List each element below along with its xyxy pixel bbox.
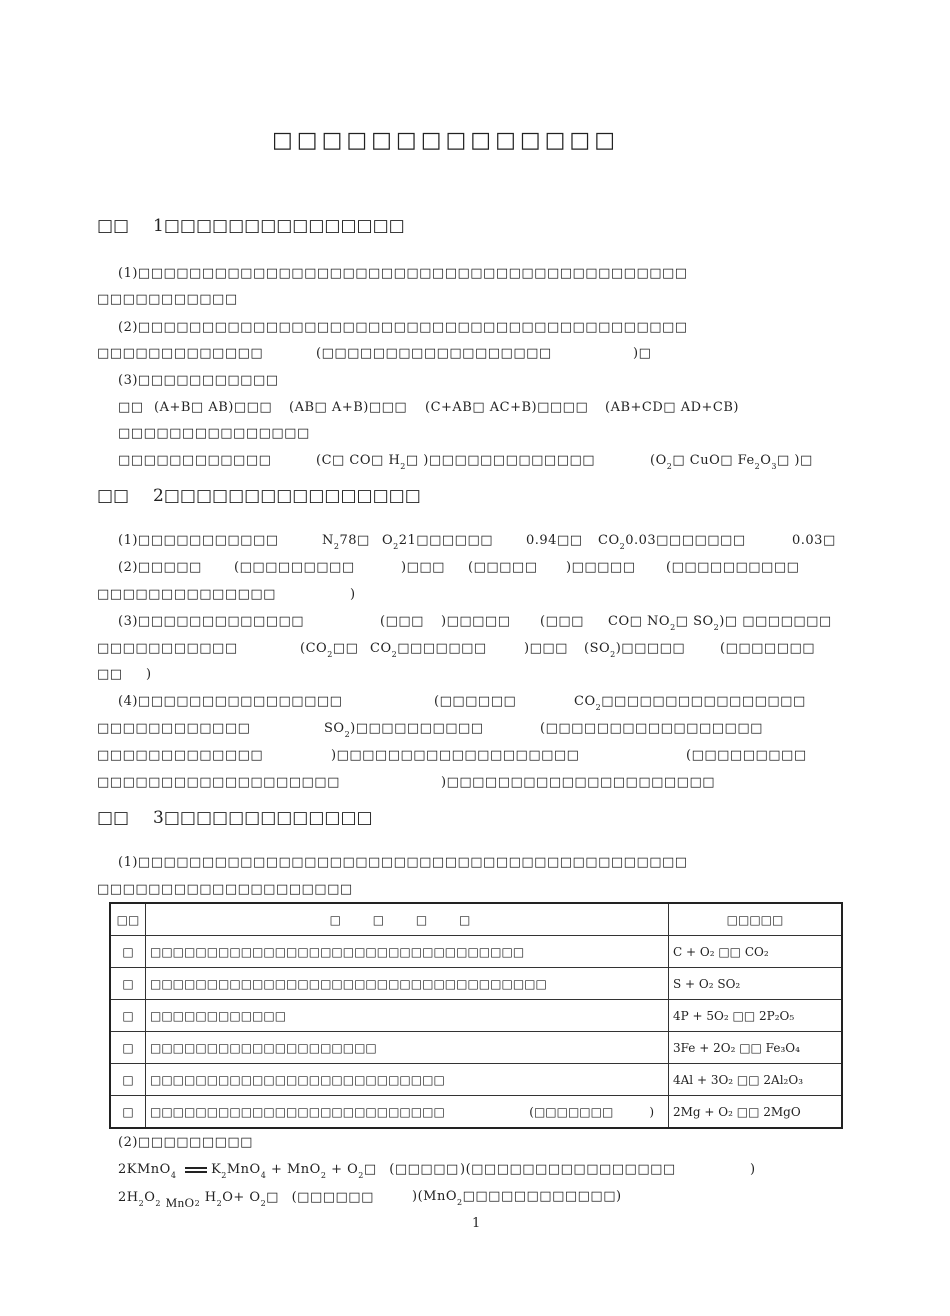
- section-2-label: □□: [97, 486, 130, 506]
- s2-line-5a: □□□□□□□□□□□: [97, 641, 238, 656]
- subscript: 3: [771, 462, 777, 471]
- equation-kmno4: [118, 1162, 459, 1180]
- s2-line-3b: ): [350, 587, 356, 602]
- eq-text: )(MnO: [412, 1189, 457, 1204]
- s2-text: (SO: [584, 641, 611, 656]
- table-header-cell: □□□□□: [669, 903, 843, 936]
- subscript: 2: [260, 1199, 267, 1208]
- gas-arrow: □: [363, 1162, 377, 1177]
- s3-line-1: (1)□□□□□□□□□□□□□□□□□□□□□□□□□□□□□□□□□□□□□□□□□□□: [118, 855, 688, 870]
- equation-h2o2-note: [412, 1189, 622, 1207]
- row-description: □□□□□□□□□□□□□□□□□□□□: [146, 1032, 669, 1064]
- s1-text: O: [760, 453, 772, 468]
- row-number: □: [110, 1032, 146, 1064]
- subscript: 2: [155, 1199, 161, 1208]
- s1-line-8-ox: [650, 453, 813, 471]
- subscript: 2: [595, 703, 602, 712]
- subscript: 2: [400, 462, 406, 471]
- gas-arrow: □: [266, 1190, 279, 1205]
- s1-line-7: □□□□□□□□□□□□□□□: [118, 426, 310, 441]
- subscript: 2: [666, 462, 673, 471]
- subscript: 2: [138, 1199, 145, 1208]
- s2-line-6a: □□: [97, 667, 123, 682]
- table-row: [110, 1032, 842, 1064]
- s2-text: (CO: [300, 641, 328, 656]
- s2-line-8-so2: [324, 721, 484, 739]
- subscript: 2: [320, 1171, 327, 1180]
- s2-line-10b: )□□□□□□□□□□□□□□□□□□□□□: [441, 775, 716, 790]
- s1-line-6c: (AB□ A+B)□□□: [289, 400, 408, 415]
- catalyst-label: MnO: [165, 1195, 195, 1210]
- s1-line-2: □□□□□□□□□□□: [97, 292, 238, 307]
- subscript: 2: [393, 542, 399, 551]
- s3-line-3: (2)□□□□□□□□□: [118, 1135, 253, 1150]
- s2-line-7a: (4)□□□□□□□□□□□□□□□□: [118, 694, 343, 709]
- equation-kmno4-end: ): [750, 1162, 756, 1177]
- table-header-cell: □ □ □ □: [146, 903, 669, 936]
- s2-text: CO: [574, 694, 596, 709]
- row-equation: 4P + 5O₂ □□ 2P₂O₅: [669, 1000, 843, 1032]
- s2-line-5i: (□□□□□□□: [720, 641, 816, 656]
- s1-line-1: (1)□□□□□□□□□□□□□□□□□□□□□□□□□□□□□□□□□□□□□□□□□□□: [118, 266, 688, 281]
- subscript: 2: [216, 1199, 223, 1208]
- section-1-label: □□: [97, 216, 130, 236]
- subscript: 4: [170, 1171, 177, 1180]
- subscript: 4: [260, 1171, 267, 1180]
- subscript: 2: [457, 1198, 463, 1207]
- s2-line-2b: (□□□□□□□□□: [234, 560, 355, 575]
- s2-line-3: □□□□□□□□□□□□□□: [97, 587, 276, 602]
- row-description: □□□□□□□□□□□□□□□□□□□□□□□□□□□□□□□□□□□: [146, 968, 669, 1000]
- s2-line-1-o2: [382, 533, 494, 551]
- s1-line-6a: □□: [118, 400, 144, 415]
- s2-text: )□ □□□□□□□: [719, 614, 832, 629]
- s1-line-8: [316, 453, 596, 471]
- s2-line-5-so2: [584, 641, 686, 659]
- s2-line-7-co2: [574, 694, 806, 712]
- s2-line-5-co2: [300, 641, 359, 659]
- subscript: 2: [619, 542, 626, 551]
- eq-text: MnO: [226, 1162, 261, 1177]
- s2-line-1f: 0.94□□: [526, 533, 583, 548]
- row-number: □: [110, 1096, 146, 1129]
- s1-line-4c: )□: [633, 346, 652, 361]
- table-row: [110, 1064, 842, 1096]
- row-number: □: [110, 1000, 146, 1032]
- eq-text: K: [211, 1162, 222, 1177]
- s2-line-1-co2: [598, 533, 746, 551]
- subscript: 2: [358, 1171, 364, 1180]
- eq-text: □□□□□□□□□□□□): [462, 1189, 622, 1204]
- s1-text: □ CuO□ Fe: [672, 453, 755, 468]
- row-note-end: ): [649, 1104, 654, 1119]
- equals-sign: [185, 1167, 207, 1173]
- s2-text: CO: [370, 641, 392, 656]
- s2-line-2e: )□□□□□: [566, 560, 636, 575]
- s2-text: 21□□□□□□: [398, 533, 494, 548]
- s2-text: □ SO: [675, 614, 714, 629]
- s2-line-6b: ): [146, 667, 152, 682]
- s2-line-9a: □□□□□□□□□□□□□: [97, 748, 264, 763]
- eq-text: (□□□□□: [389, 1162, 459, 1177]
- row-description: □□□□□□□□□□□□□□□□□□□□□□□□□□□□□□□□□: [146, 936, 669, 968]
- s1-line-4a: □□□□□□□□□□□□□: [97, 346, 264, 361]
- page-number: 1: [472, 1216, 481, 1231]
- eq-text: O+ O: [222, 1190, 261, 1205]
- s2-line-8a: □□□□□□□□□□□□: [97, 721, 251, 736]
- s1-line-6d: (C+AB□ AC+B)□□□□: [425, 400, 589, 415]
- row-description: □□□□□□□□□□□□: [146, 1000, 669, 1032]
- table-row: [110, 968, 842, 1000]
- s2-line-8d: (□□□□□□□□□□□□□□□□□: [540, 721, 763, 736]
- eq-text: + O: [331, 1162, 359, 1177]
- subscript: 2: [344, 730, 351, 739]
- equation-kmno4-note: )(□□□□□□□□□□□□□□□□: [460, 1162, 676, 1177]
- subscript: 2: [333, 542, 340, 551]
- row-equation: C + O₂ □□ CO₂: [669, 936, 843, 968]
- s2-text: )□□□□□: [615, 641, 686, 656]
- s2-text: □□□□□□□: [397, 641, 487, 656]
- section-3-heading: 3□□□□□□□□□□□□□: [153, 808, 373, 828]
- s2-line-2d: (□□□□□: [468, 560, 538, 575]
- s2-line-5f: )□□□: [524, 641, 568, 656]
- s2-text: O: [382, 533, 394, 548]
- s2-line-9b: )□□□□□□□□□□□□□□□□□□□: [331, 748, 580, 763]
- eq-text: 2KMnO: [118, 1162, 171, 1177]
- s2-line-4c: )□□□□□: [441, 614, 511, 629]
- s2-line-4b: (□□□: [380, 614, 424, 629]
- row-number: □: [110, 936, 146, 968]
- s1-line-8a: □□□□□□□□□□□□: [118, 453, 272, 468]
- s2-line-4a: (3)□□□□□□□□□□□□□: [118, 614, 305, 629]
- s1-text: □ )□: [777, 453, 813, 468]
- s2-text: CO: [598, 533, 620, 548]
- s1-line-6b: (A+B□ AB)□□□: [154, 400, 273, 415]
- page-title: □□□□□□□□□□□□□□: [272, 128, 620, 153]
- row-number: □: [110, 1064, 146, 1096]
- section-3-label: □□: [97, 808, 130, 828]
- row-equation: 3Fe + 2O₂ □□ Fe₃O₄: [669, 1032, 843, 1064]
- s2-text: □□: [332, 641, 359, 656]
- row-equation: 2Mg + O₂ □□ 2MgO: [669, 1096, 843, 1129]
- subscript: 2: [670, 623, 676, 632]
- s1-line-6e: (AB+CD□ AD+CB): [605, 400, 739, 415]
- reaction-table: [109, 902, 843, 1129]
- s2-line-9c: (□□□□□□□□□: [686, 748, 807, 763]
- row-number: □: [110, 968, 146, 1000]
- subscript: 2: [713, 623, 720, 632]
- row-equation: S + O₂ SO₂: [669, 968, 843, 1000]
- s2-line-5-co2b: [370, 641, 487, 659]
- s2-text: )□□□□□□□□□□: [350, 721, 484, 736]
- eq-text: (□□□□□□: [291, 1190, 374, 1205]
- s2-text: 78□: [339, 533, 370, 548]
- table-header-cell: □□: [110, 903, 146, 936]
- equation-h2o2: [118, 1189, 374, 1210]
- eq-text: H: [204, 1190, 217, 1205]
- row-equation: 4Al + 3O₂ □□ 2Al₂O₃: [669, 1064, 843, 1096]
- s1-text: (O: [650, 453, 667, 468]
- row-description: □□□□□□□□□□□□□□□□□□□□□□□□□□: [146, 1064, 669, 1096]
- table-row: [110, 1000, 842, 1032]
- section-1-heading: 1□□□□□□□□□□□□□□□: [153, 216, 405, 236]
- table-row: [110, 936, 842, 968]
- s2-line-10a: □□□□□□□□□□□□□□□□□□□: [97, 775, 340, 790]
- s2-line-4-gases: [608, 614, 832, 632]
- s1-line-4b: (□□□□□□□□□□□□□□□□□□: [316, 346, 552, 361]
- section-2-heading: 2□□□□□□□□□□□□□□□□: [153, 486, 421, 506]
- s2-line-2f: (□□□□□□□□□□: [666, 560, 800, 575]
- s2-text: SO: [324, 721, 345, 736]
- eq-text: + MnO: [270, 1162, 321, 1177]
- s1-text: □ )□□□□□□□□□□□□□: [405, 453, 596, 468]
- row-note-text: (□□□□□□□: [529, 1104, 614, 1119]
- subscript: 2: [327, 650, 333, 659]
- s1-text: (C□ CO□ H: [316, 453, 401, 468]
- s2-line-4d: (□□□: [540, 614, 584, 629]
- s2-line-7b: (□□□□□□: [434, 694, 517, 709]
- row-note: [529, 1105, 654, 1119]
- eq-text: 2H: [118, 1190, 139, 1205]
- s2-text: CO□ NO: [608, 614, 671, 629]
- s1-line-5: (3)□□□□□□□□□□□: [118, 373, 279, 388]
- subscript: 2: [610, 650, 616, 659]
- table-row: [110, 1096, 842, 1129]
- subscript: 2: [391, 650, 398, 659]
- s2-line-2c: )□□□: [401, 560, 445, 575]
- s2-line-1a: (1)□□□□□□□□□□□: [118, 533, 279, 548]
- s2-line-2a: (2)□□□□□: [118, 560, 202, 575]
- s2-line-1i: 0.03□: [792, 533, 836, 548]
- row-description: □□□□□□□□□□□□□□□□□□□□□□□□□□: [150, 1104, 445, 1119]
- s3-line-2: □□□□□□□□□□□□□□□□□□□□: [97, 882, 353, 897]
- row-description-cell: [146, 1096, 669, 1129]
- s1-line-3: (2)□□□□□□□□□□□□□□□□□□□□□□□□□□□□□□□□□□□□□□□□□□□: [118, 320, 688, 335]
- s2-text: 0.03□□□□□□□: [625, 533, 746, 548]
- eq-text: O: [144, 1190, 156, 1205]
- s2-text: □□□□□□□□□□□□□□□□: [601, 694, 806, 709]
- subscript: 2: [754, 462, 761, 471]
- subscript: 2: [221, 1171, 227, 1180]
- table-header-row: [110, 903, 842, 936]
- s2-line-1-air: [322, 533, 370, 551]
- s2-text: N: [322, 533, 334, 548]
- subscript: 2: [194, 1199, 201, 1208]
